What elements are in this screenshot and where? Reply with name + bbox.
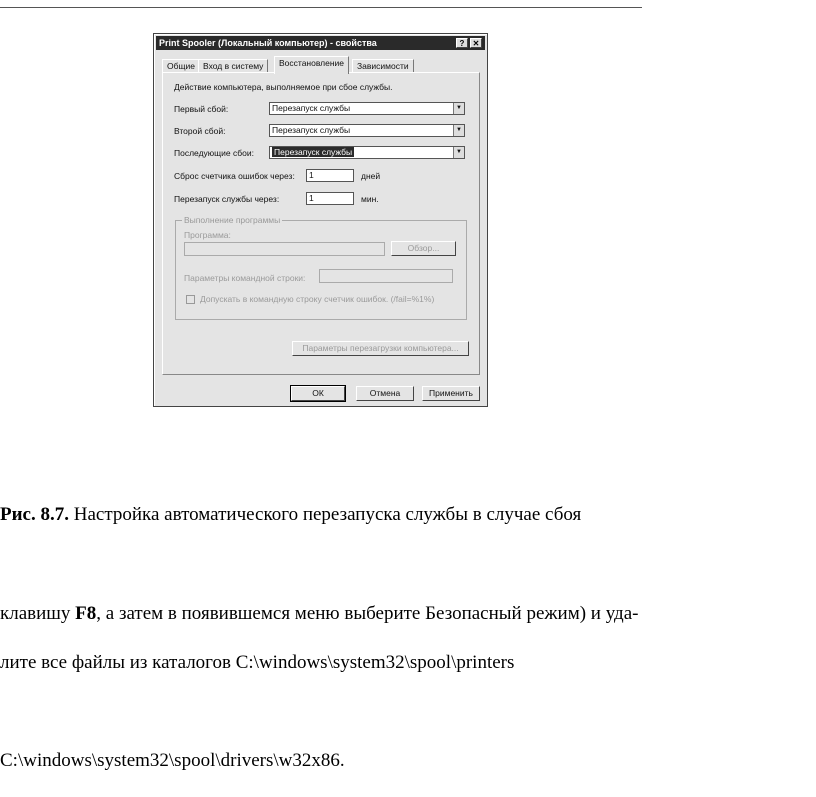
recovery-heading: Действие компьютера, выполняемое при сбое службы.	[174, 82, 393, 92]
reset-counter-input[interactable]: 1	[306, 169, 354, 182]
subsequent-failures-label: Последующие сбои:	[174, 148, 254, 158]
service-properties-dialog	[153, 33, 488, 407]
tab-dependencies[interactable]: Зависимости	[352, 59, 414, 73]
tab-logon[interactable]: Вход в систему	[198, 59, 268, 73]
append-fail-count-checkbox[interactable]	[186, 295, 195, 304]
body-line-3: C:\windows\system32\spool\drivers\w32x86.	[0, 750, 345, 771]
tab-recovery[interactable]: Восстановление	[274, 56, 349, 74]
body-line-1-post: , а затем в появившемся меню выберите Безопасный режим) и уда-	[96, 603, 639, 624]
help-button[interactable]: ?	[456, 38, 468, 48]
apply-button[interactable]: Применить	[422, 386, 480, 401]
restart-service-unit: мин.	[361, 194, 379, 204]
subsequent-failures-value: Перезапуск службы	[274, 147, 353, 157]
dropdown-arrow-icon[interactable]: ▼	[453, 103, 464, 114]
first-failure-value: Перезапуск службы	[272, 103, 351, 113]
browse-button[interactable]: Обзор...	[391, 241, 456, 256]
program-input[interactable]	[184, 242, 385, 256]
close-button[interactable]: ✕	[470, 38, 482, 48]
dialog-titlebar	[156, 36, 485, 50]
second-failure-select[interactable]	[269, 124, 465, 137]
dropdown-arrow-icon[interactable]: ▼	[453, 147, 464, 158]
body-line-2: лите все файлы из каталогов C:\windows\system32\spool\printers	[0, 652, 515, 673]
recovery-panel	[162, 72, 480, 375]
cancel-button[interactable]: Отмена	[356, 386, 414, 401]
cmdline-input[interactable]	[319, 269, 453, 283]
second-failure-label: Второй сбой:	[174, 126, 226, 136]
body-line-1	[0, 603, 638, 625]
subsequent-failures-select[interactable]	[269, 146, 465, 159]
run-program-group	[175, 215, 467, 320]
restart-options-button[interactable]: Параметры перезагрузки компьютера...	[292, 341, 469, 356]
figure-caption	[0, 504, 581, 526]
program-label: Программа:	[184, 230, 231, 240]
cmdline-label: Параметры командной строки:	[184, 273, 306, 283]
tab-general[interactable]: Общие	[162, 59, 200, 73]
body-line-1-key: F8	[75, 603, 97, 624]
body-line-1-pre: клавишу	[0, 603, 76, 624]
top-rule	[0, 7, 642, 8]
ok-button[interactable]: ОК	[291, 386, 345, 401]
dialog-title: Print Spooler (Локальный компьютер) - свойства	[159, 38, 377, 48]
reset-counter-label: Сброс счетчика ошибок через:	[174, 171, 295, 181]
first-failure-select[interactable]	[269, 102, 465, 115]
figure-caption-number: Рис. 8.7.	[0, 504, 69, 525]
restart-service-label: Перезапуск службы через:	[174, 194, 280, 204]
figure-caption-text: Настройка автоматического перезапуска службы в случае сбоя	[69, 504, 582, 525]
first-failure-label: Первый сбой:	[174, 104, 229, 114]
tab-strip	[162, 55, 479, 73]
dropdown-arrow-icon[interactable]: ▼	[453, 125, 464, 136]
run-program-group-title: Выполнение программы	[184, 215, 281, 225]
second-failure-value: Перезапуск службы	[272, 125, 351, 135]
restart-service-input[interactable]: 1	[306, 192, 354, 205]
append-fail-count-label: Допускать в командную строку счетчик ошибок. (/fail=%1%)	[200, 294, 435, 304]
reset-counter-unit: дней	[361, 171, 381, 181]
